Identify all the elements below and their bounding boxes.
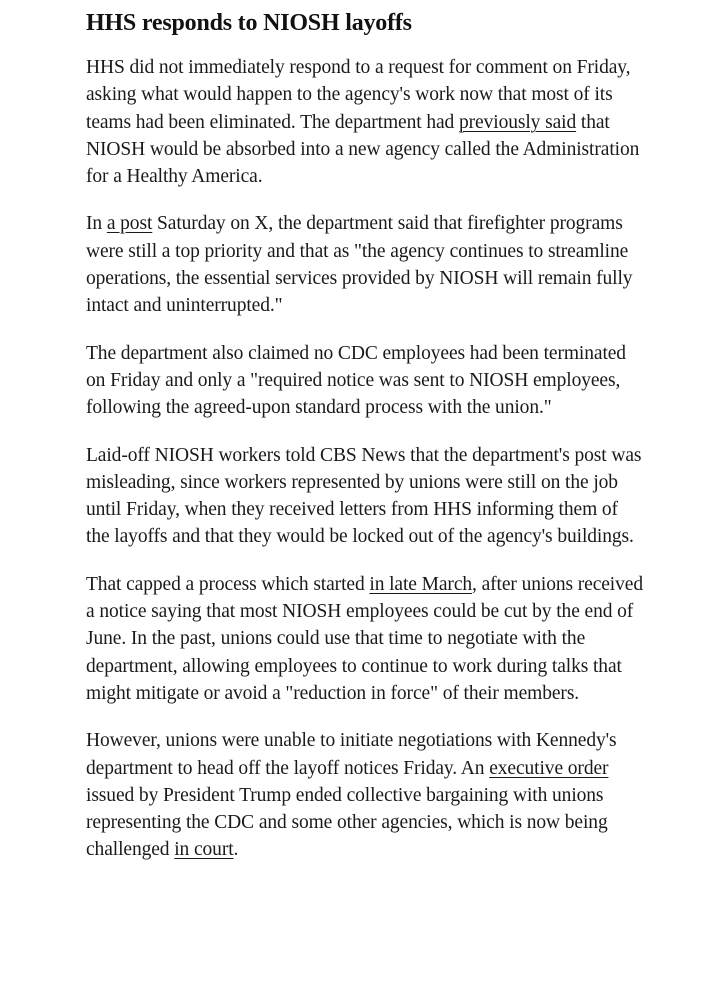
paragraph-text: that NIOSH would be absorbed into a new agency called the Administration for a Healthy America. [86,111,640,188]
paragraph-text: However, unions were unable to initiate negotiations with Kennedy's department to head off the layoff notices Friday. An [86,730,617,779]
paragraph-text: issued by President Trump ended collective bargaining with unions representing the CDC and some other agencies, which is now being challenged [86,784,608,861]
paragraph-6 [86,727,646,863]
paragraph-text: , after unions received a notice saying that most NIOSH employees could be cut by the end of June. In the past, unions could use that time to negotiate with the department, allowing employees to continue to work during talks that might mitigate or avoid a "reduction in force" of their members. [86,573,643,704]
paragraph-text: In [86,213,107,235]
in-court-link[interactable]: in court [174,839,234,861]
paragraph-1 [86,54,646,190]
paragraph-2 [86,210,646,319]
paragraph-5 [86,571,646,707]
article-body [86,0,646,884]
paragraph-text: Saturday on X, the department said that firefighter programs were still a top priority and that as "the agency continues to streamline operations, the essential services provided by NIOSH will remain fully intact and uninterrupted." [86,213,633,317]
in-late-march-link[interactable]: in late March [369,573,473,595]
paragraph-text: That capped a process which started [86,573,370,595]
paragraph-text: HHS did not immediately respond to a request for comment on Friday, asking what would happen to the agency's work now that most of its teams had been eliminated. The department had [86,57,631,133]
paragraph-4: Laid-off NIOSH workers told CBS News that the department's post was misleading, since workers represented by unions were still on the job until Friday, when they received letters from HHS informing them of the layoffs and that they would be locked out of the agency's buildings. [86,444,642,548]
paragraph-3: The department also claimed no CDC employees had been terminated on Friday and only a "required notice was sent to NIOSH employees, following the agreed-upon standard process with the union." [86,342,626,419]
a-post-link[interactable]: a post [106,213,153,235]
paragraph-text: . [233,839,239,861]
previously-said-link[interactable]: previously said [459,111,577,133]
executive-order-link[interactable]: executive order [489,757,609,779]
section-heading: HHS responds to NIOSH layoffs [86,10,412,36]
